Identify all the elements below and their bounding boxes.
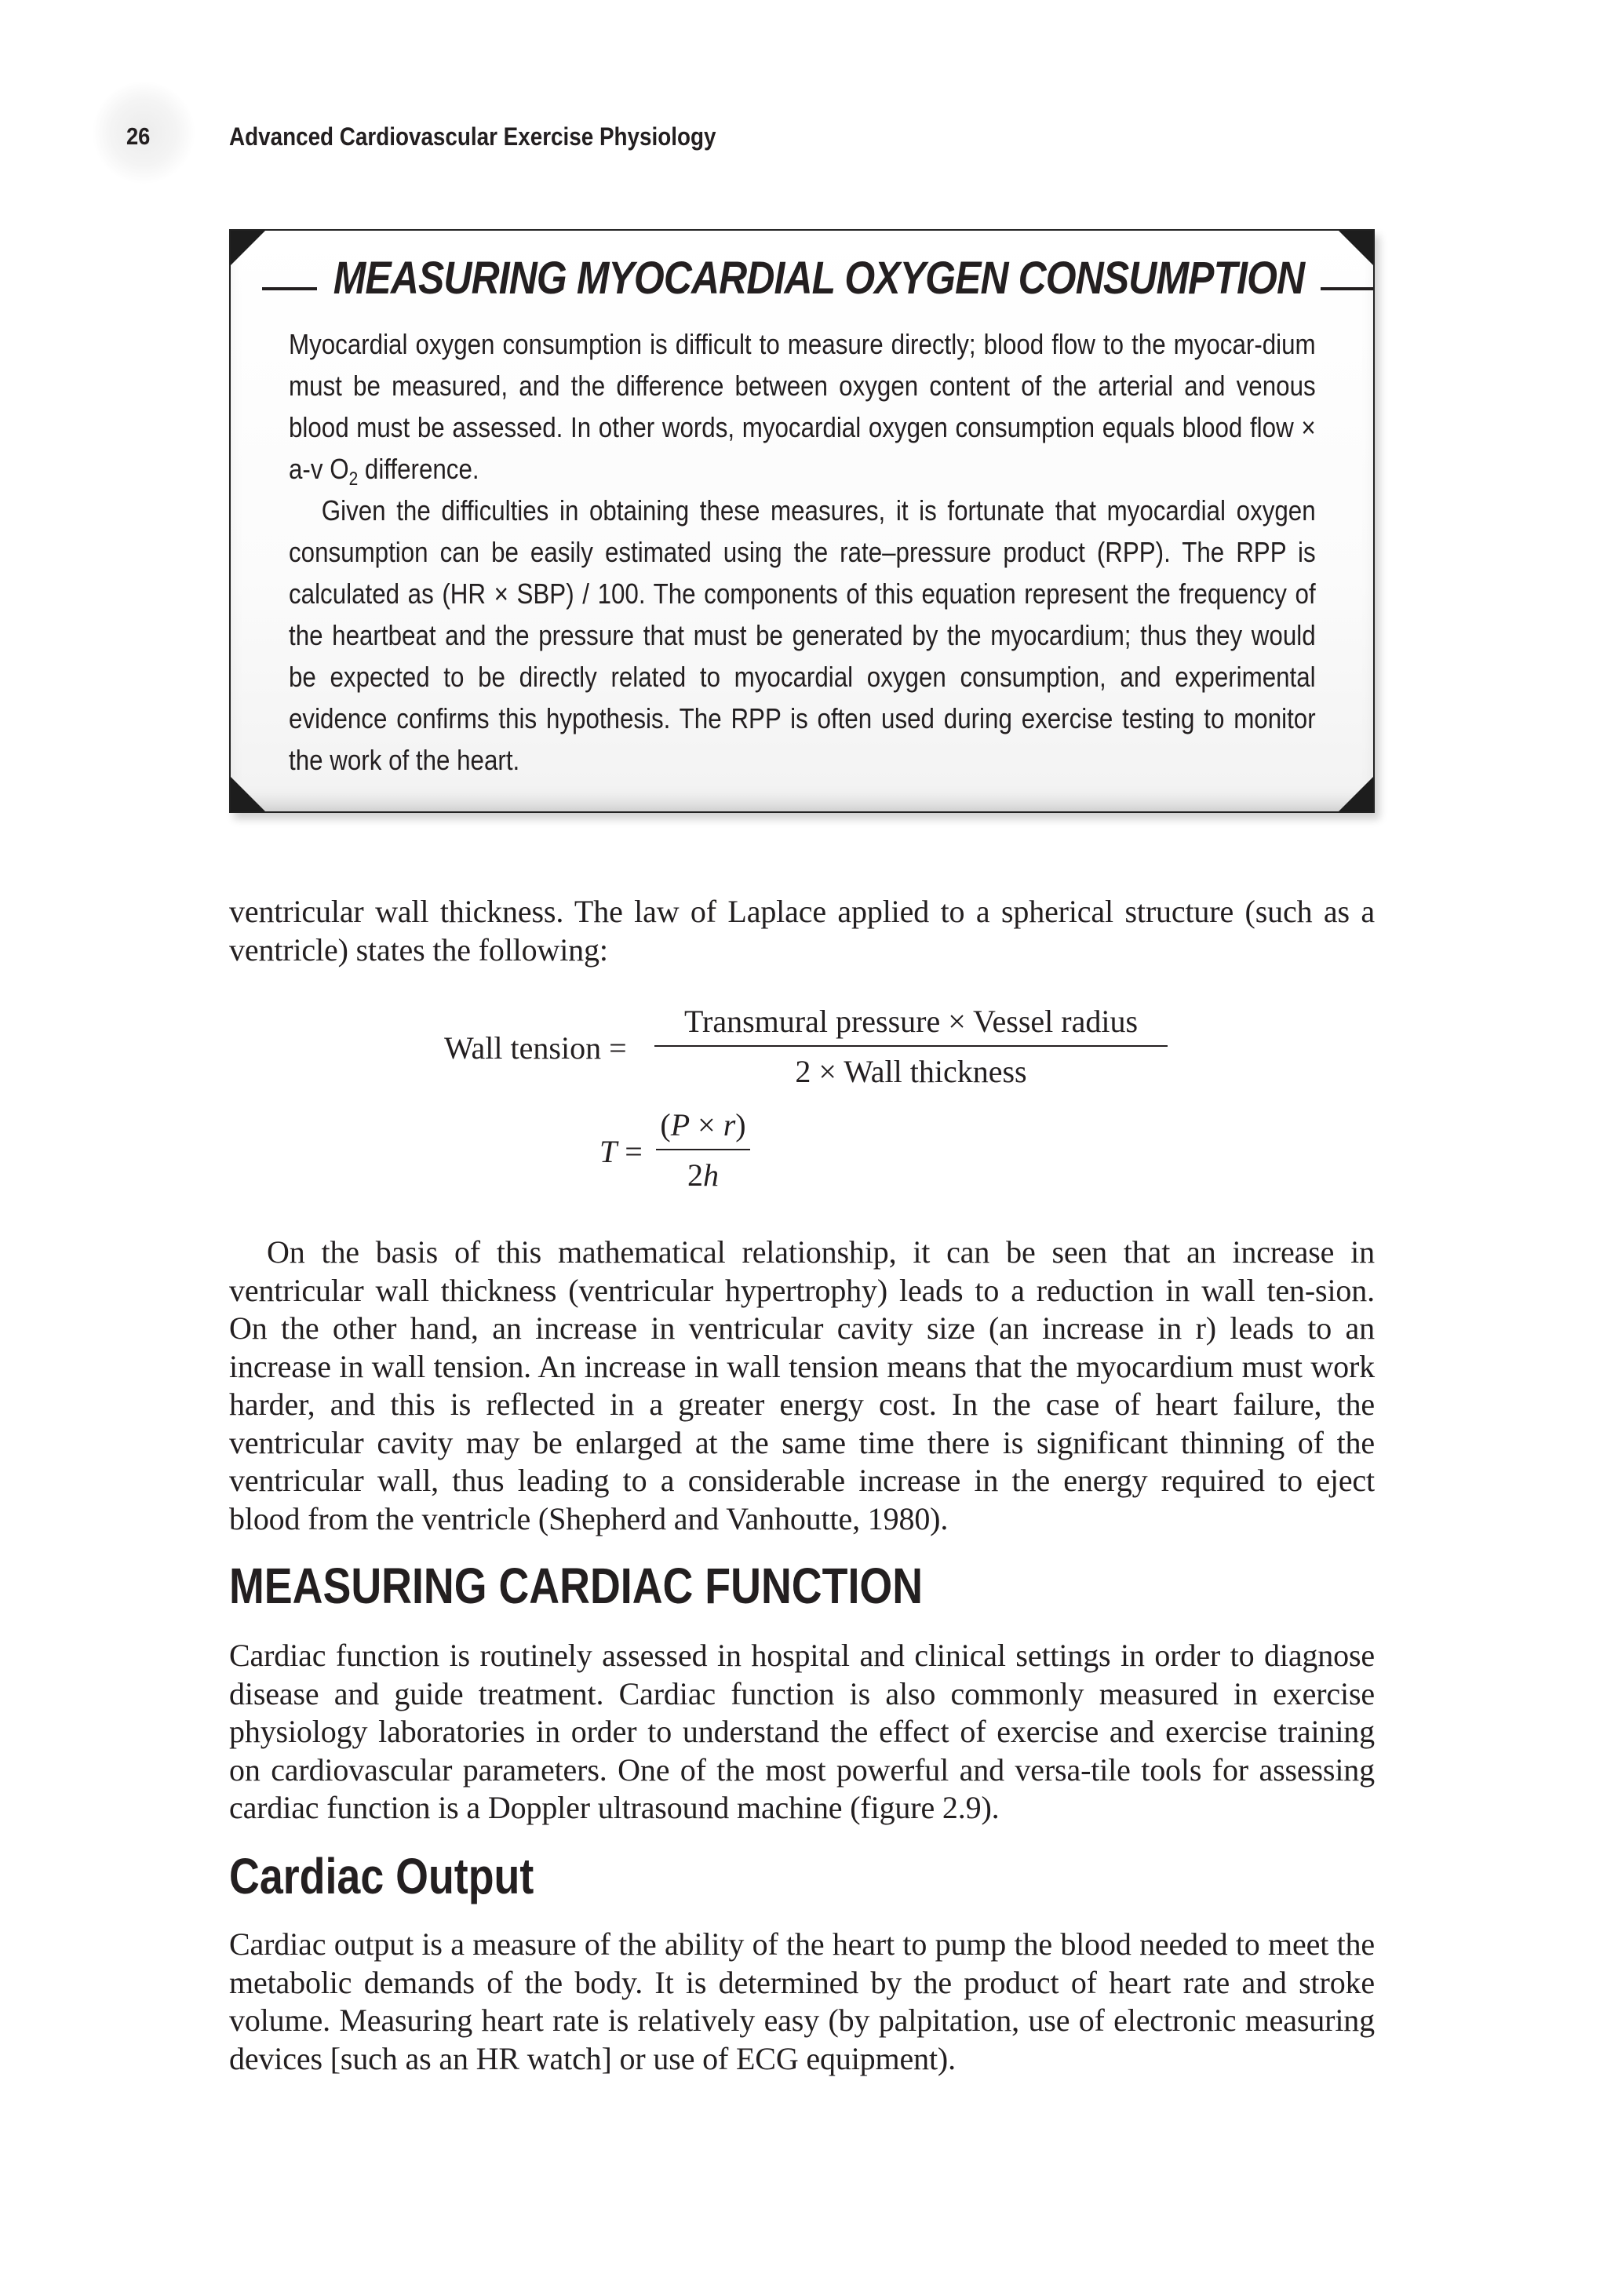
intro-text: ventricular wall thickness. The law of Laplace applied to a spherical structure (such as a ventricle) states the following: [229,894,1375,968]
body-paragraph-cardiac-function [229,1637,1375,1828]
sidebar-title: MEASURING MYOCARDIAL OXYGEN CONSUMPTION [333,252,1305,304]
section-heading: MEASURING CARDIAC FUNCTION [229,1558,924,1614]
sidebar-body [289,323,1315,781]
corner-decoration [231,231,265,265]
sidebar-title-row [262,252,1342,304]
equation-1-lhs: Wall tension = [444,1030,627,1066]
equation-1-denominator: 2 × Wall thickness [795,1054,1027,1089]
equation-2-lhs [599,1133,643,1171]
basis-text: On the basis of this mathematical relationship, it can be seen that an increase in ventricular wall thickness (ventricular hypertrophy) leads to a reduction in wall ten-sion. On the other hand, an increase in ventricular cavity size (an increase in r) leads to an increase in wall tension. An increase in wall tension means that the myocardium must work harder, and this is reflected in a greater energy cost. In the case of heart failure, the ventricular cavity may be enlarged at the same time there is significant thinning of the ventricular wall, thus leading to a considerable increase in the energy required to eject blood from the ventricle (Shepherd and Vanhoutte, 1980). [229,1234,1375,1536]
times-sign: × [690,1107,723,1143]
page-number: 26 [126,122,151,150]
den-2: 2 [687,1157,703,1193]
body-paragraph-cardiac-output [229,1926,1375,2078]
equation-1-fraction-bar [654,1045,1168,1047]
sidebar-p1-text: Myocardial oxygen consumption is difficult to measure directly; blood flow to the myocar-dium must be measured, and the difference between oxygen content of the arterial and venous blood must be assessed. In other words, myocardial oxygen consumption equals blood flow × a-v O [289,328,1316,485]
equation-2-fraction-bar [656,1149,750,1150]
sidebar-paragraph-2: Given the difficulties in obtaining these measures, it is fortunate that myocardial oxygen consumption can be easily estimated using the rate–pressure product (RPP). The RPP is calculated as (HR × SBP) / 100. The components of this equation represent the frequency of the heartbeat and the pressure that must be generated by the myocardium; thus they would be expected to be directly related to myocardial oxygen consumption, and experimental evidence confirms this hypothesis. The RPP is often used during exercise testing to monitor the work of the heart. [289,494,1316,776]
variable-r: r [723,1107,736,1143]
corner-decoration [231,777,265,811]
sidebar-p1-end: difference. [358,453,479,485]
equation-1-numerator: Transmural pressure × Vessel radius [683,1004,1139,1039]
cardiac-output-text: Cardiac output is a measure of the ability of the heart to pump the blood needed to meet the metabolic demands of the body. It is determined by the product of heart rate and stroke volume. Measuring heart rate is relatively easy (by palpitation, use of electronic measuring devices [such as an HR watch] or use of ECG equipment). [229,1926,1375,2076]
equation-2-denominator [656,1157,750,1194]
paren-open: ( [660,1107,671,1143]
running-head: Advanced Cardiovascular Exercise Physiology [229,122,716,151]
title-rule-right [1321,287,1375,290]
cardiac-function-text: Cardiac function is routinely assessed in hospital and clinical settings in order to diagnose disease and guide treatment. Cardiac function is also commonly measured in exercise physiology laboratories in order to understand the effect of exercise and exercise training on cardiovascular parameters. One of the most powerful and versa-tile tools for assessing cardiac function is a Doppler ultrasound machine (figure 2.9). [229,1638,1375,1825]
corner-decoration [1339,777,1373,811]
variable-t: T [599,1134,618,1169]
equation-2-numerator [656,1106,750,1144]
variable-p: P [670,1107,691,1143]
body-paragraph-intro [229,893,1375,969]
subsection-heading: Cardiac Output [229,1848,534,1904]
body-paragraph-basis [229,1234,1375,1538]
variable-h: h [703,1157,719,1193]
subscript-2: 2 [348,468,359,490]
sidebar-box [229,229,1375,813]
equals-sign: = [617,1134,643,1169]
corner-decoration [1339,231,1373,265]
title-rule-left [262,287,317,290]
sidebar-paragraph-1 [289,323,1316,490]
paren-close: ) [735,1107,746,1143]
